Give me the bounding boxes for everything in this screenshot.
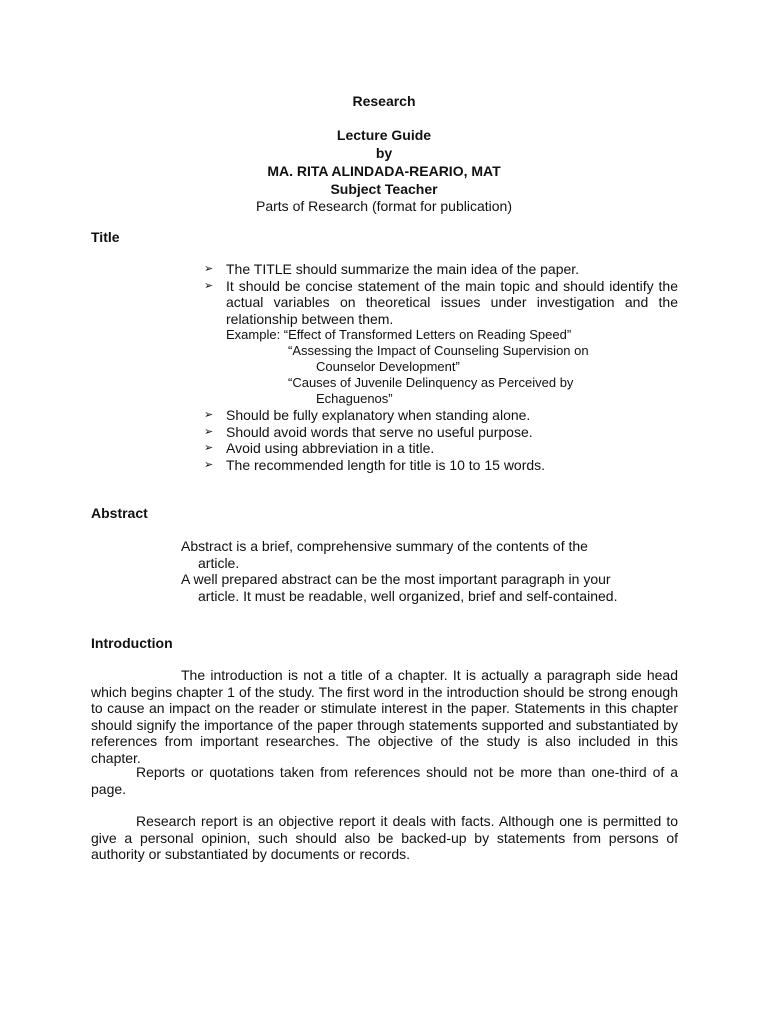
author-name: MA. RITA ALINDADA-REARIO, MAT [267, 163, 501, 179]
list-item: ➢ Should avoid words that serve no useful purpose. [204, 423, 533, 440]
author-role: Subject Teacher [330, 181, 438, 197]
arrow-bullet-icon: ➢ [204, 279, 214, 292]
arrow-bullet-icon: ➢ [204, 458, 214, 471]
by-line: by [375, 145, 393, 161]
arrow-bullet-icon: ➢ [204, 442, 214, 454]
list-item: ➢ The recommended length for title is 10 to 15 words. [204, 456, 546, 473]
title-heading: Title [91, 229, 120, 245]
guide-title: Lecture Guide [336, 127, 432, 143]
introduction-paragraph-2: Reports or quotations taken from references should not be more than one-third of a page. [91, 764, 678, 797]
title-bullet-list [204, 261, 678, 473]
example-3b: Echaguenos” [316, 391, 393, 406]
abstract-paragraph-2: A well prepared abstract can be the most important paragraph in your article. It must be readable, well organized, brief and self-contained. [181, 571, 618, 604]
abstract-heading: Abstract [91, 505, 148, 521]
abstract-body [181, 538, 621, 604]
document-subtitle: Parts of Research (format for publication) [256, 198, 512, 214]
introduction-paragraph-1: The introduction is not a title of a chapter. It is actually a paragraph side head which begins chapter 1 of the study. The first word in the introduction should be strong enough to cause an impact on the reader or stimulate interest in the paper. Statements in this chapter should signify the importance of the paper through statements supported and substantiated by references from important researches. The objective of the study is also included in this chapter. [91, 667, 678, 766]
introduction-paragraph-3: Research report is an objective report it deals with facts. Although one is permitted to give a personal opinion, such should also be backed-up by statements from persons of authority or substantiated by documents or records. [91, 813, 678, 862]
arrow-bullet-icon: ➢ [204, 425, 214, 438]
introduction-heading: Introduction [91, 635, 173, 651]
course-title: Research [352, 93, 416, 109]
abstract-paragraph-1: Abstract is a brief, comprehensive summary of the contents of the article. [181, 538, 588, 571]
arrow-bullet-icon: ➢ [204, 263, 214, 275]
example-2b: Counselor Development” [316, 359, 460, 374]
list-item: ➢ Avoid using abbreviation in a title. [204, 440, 435, 456]
example-3a: “Causes of Juvenile Delinquency as Perceived by [288, 375, 574, 390]
example-2a: “Assessing the Impact of Counseling Supervision on [288, 343, 589, 358]
list-item: ➢ Should be fully explanatory when standing alone. [204, 407, 531, 423]
title-examples [226, 327, 678, 407]
list-item: ➢ The TITLE should summarize the main idea of the paper. [204, 261, 580, 277]
example-1: Example: “Effect of Transformed Letters on Reading Speed” [226, 327, 572, 342]
arrow-bullet-icon: ➢ [204, 409, 214, 421]
list-item: ➢ It should be concise statement of the main topic and should identify the actual variables on theoretical issues under investigation and the relationship between them. [204, 277, 678, 327]
